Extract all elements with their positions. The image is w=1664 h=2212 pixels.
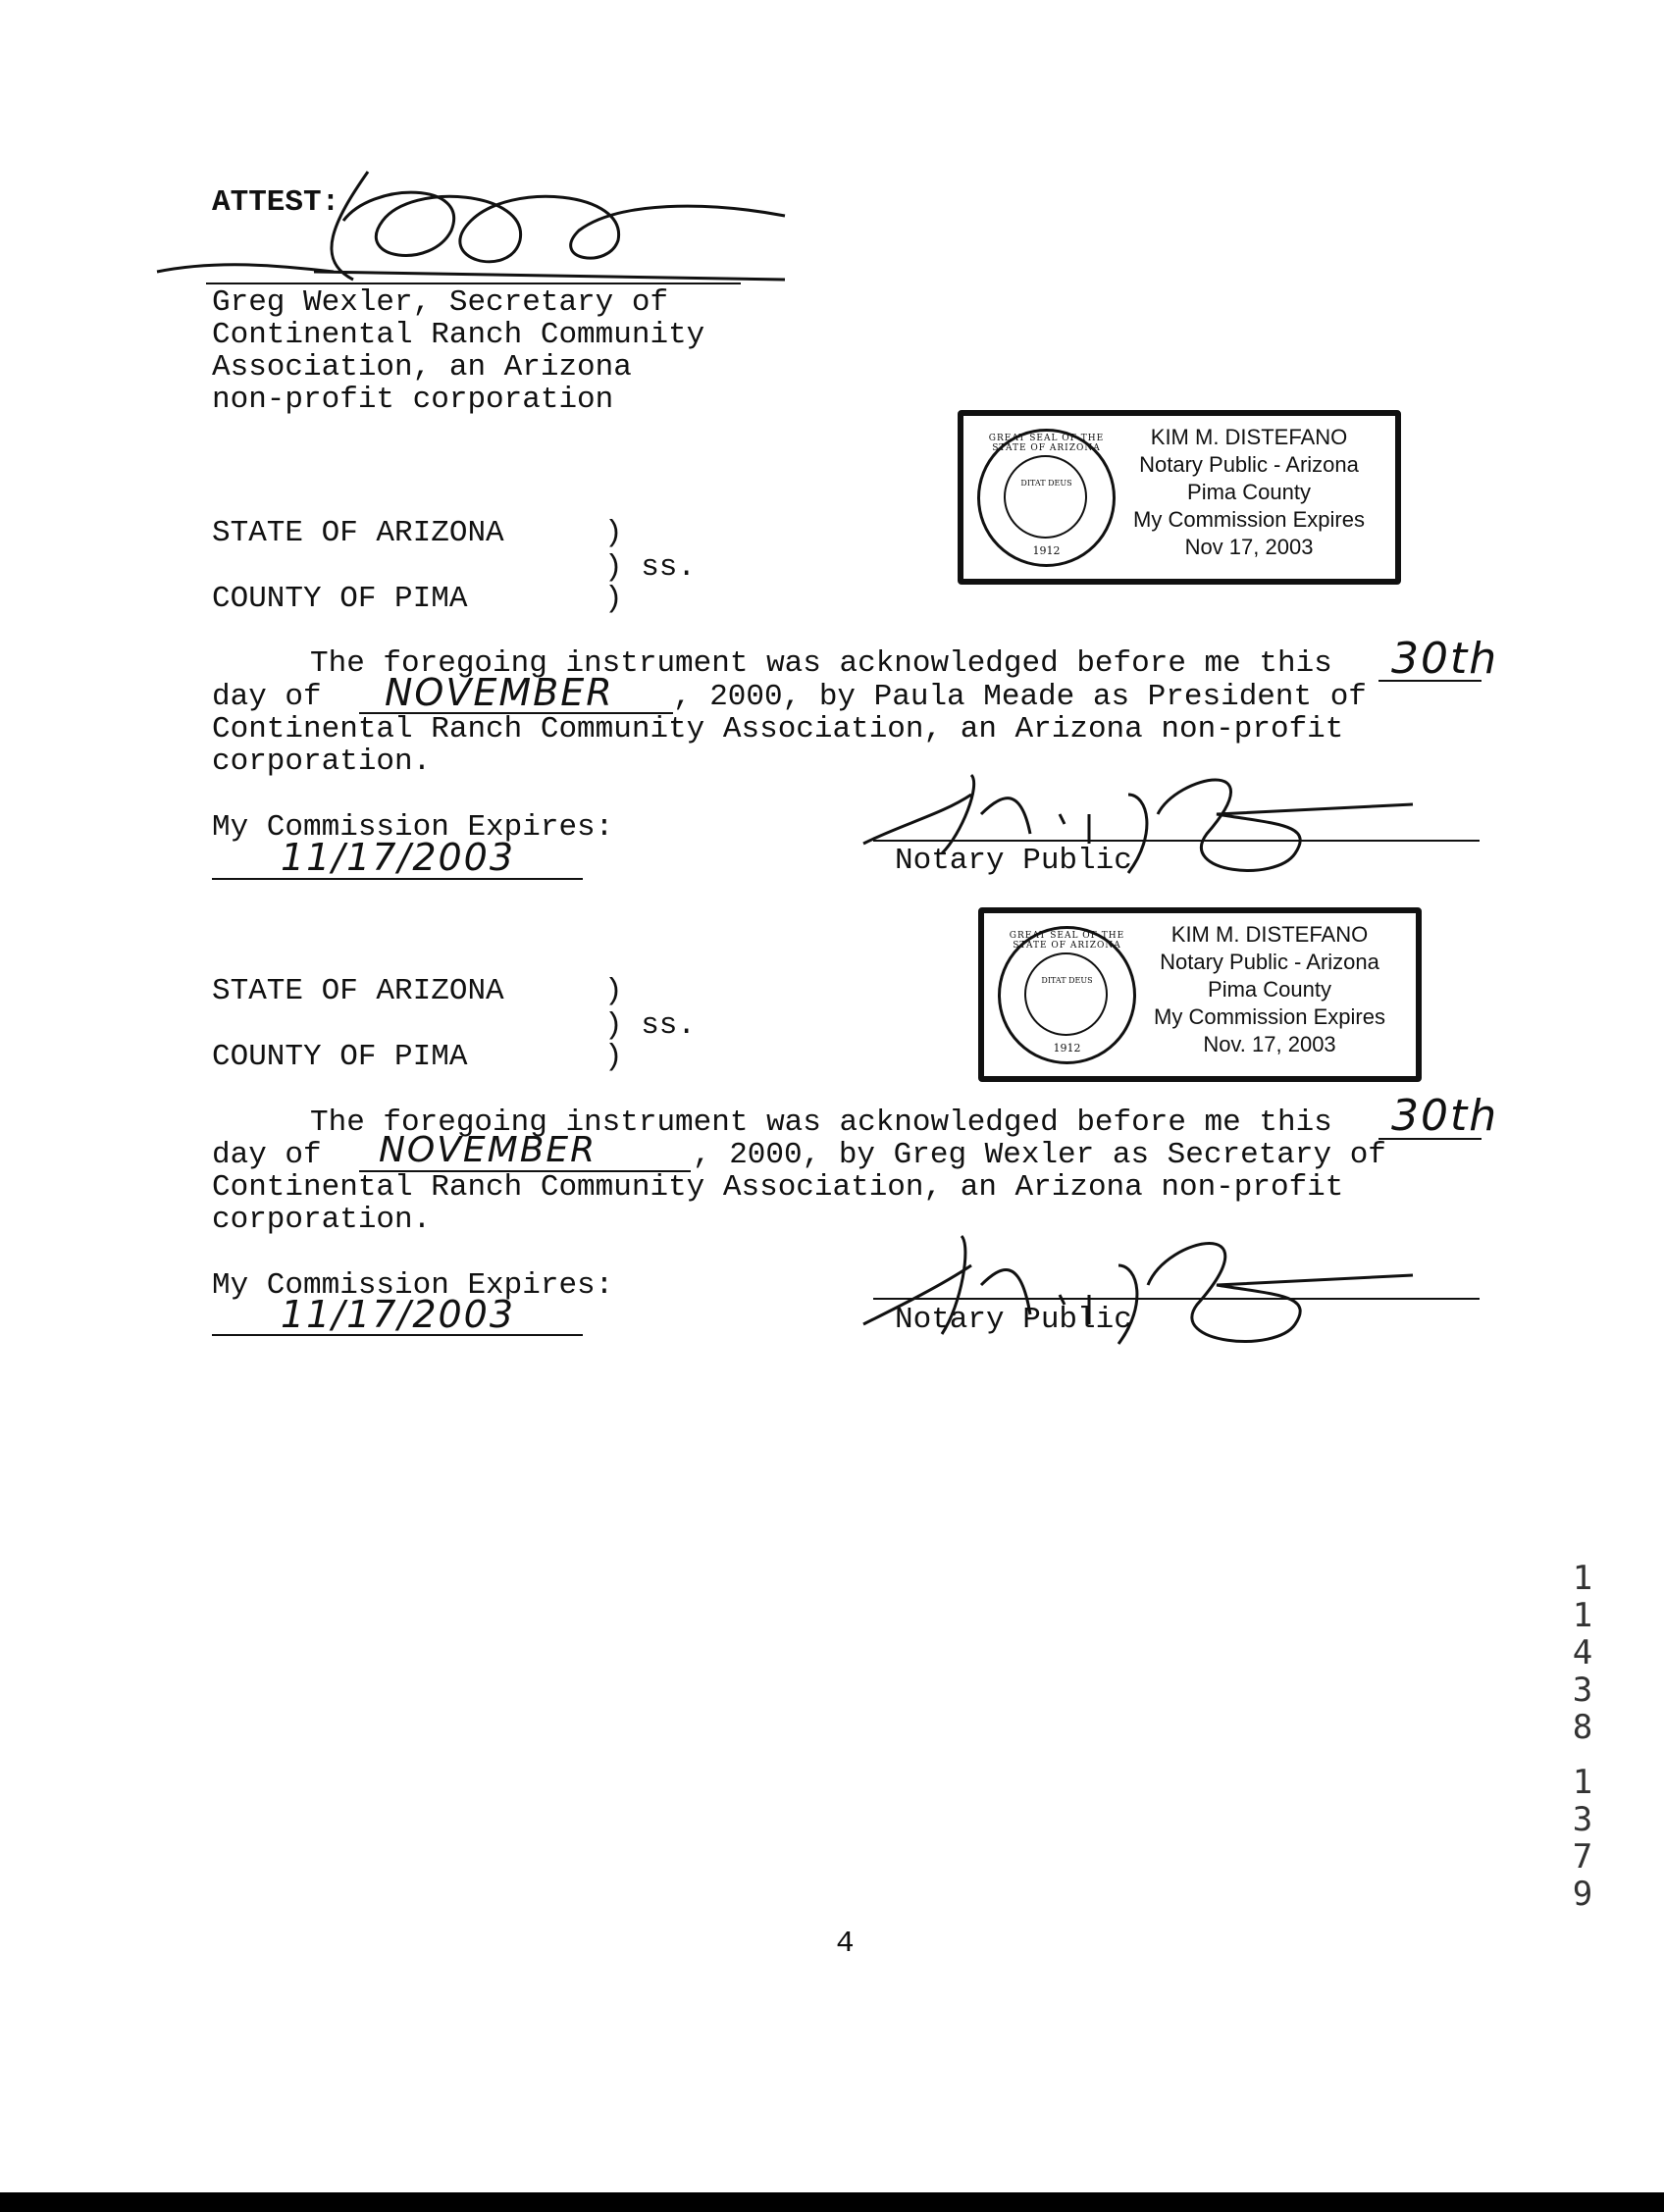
ack1-line-2a: day of: [212, 680, 322, 714]
side-digit: 8: [1572, 1708, 1593, 1747]
ack1-line-4: corporation.: [212, 745, 432, 779]
attest-signature-line: [206, 283, 741, 284]
great-seal-icon-2: [998, 926, 1136, 1064]
ack2-day-handwritten: 30th: [1391, 1091, 1499, 1141]
notary-seal-2: [978, 907, 1422, 1082]
venue-paren-2b: ): [604, 1040, 623, 1074]
attest-line-4: non-profit corporation: [212, 383, 614, 417]
side-digit: 4: [1572, 1633, 1593, 1672]
ack2-line-1: The foregoing instrument was acknowledged before me this: [310, 1106, 1332, 1140]
seal-expiry: Nov 17, 2003: [1184, 535, 1314, 559]
ack1-commission-handwritten: 11/17/2003: [281, 836, 516, 879]
side-digit: 3: [1572, 1671, 1593, 1710]
ack2-notary-label: Notary Public: [895, 1303, 1132, 1337]
ack1-commission-label: My Commission Expires:: [212, 810, 614, 845]
ack1-notary-label: Notary Public: [895, 844, 1132, 878]
attest-name-block: [212, 286, 704, 416]
seal-ring-text-2: GREAT SEAL OF THE STATE OF ARIZONA: [1009, 931, 1125, 951]
seal-text-2: [1131, 921, 1408, 1058]
seal-notary-name-2: KIM M. DISTEFANO: [1170, 922, 1369, 947]
seal-notary-title-2: Notary Public - Arizona: [1160, 950, 1379, 974]
seal-motto: DITAT DEUS: [1020, 479, 1072, 488]
attest-label: ATTEST:: [212, 185, 340, 220]
ack1-month-handwritten: NOVEMBER: [385, 671, 614, 714]
page-number: 4: [836, 1927, 855, 1961]
seal-county-2: Pima County: [1208, 977, 1331, 1002]
notary-line-1: [873, 840, 1480, 842]
seal-commission-2: My Commission Expires: [1154, 1004, 1385, 1029]
ack2-day-line: [1378, 1138, 1482, 1140]
attest-line-2: Continental Ranch Community: [212, 318, 705, 352]
notary-seal-1: [958, 410, 1401, 585]
venue-ss-1: ) ss.: [604, 550, 697, 585]
attest-signature: [157, 162, 785, 294]
seal-year: 1912: [1032, 544, 1061, 557]
venue-state-1: STATE OF ARIZONA: [212, 516, 504, 550]
great-seal-icon: [977, 429, 1116, 567]
seal-expiry-2: Nov. 17, 2003: [1203, 1032, 1336, 1056]
seal-shield-icon-2: [1024, 952, 1108, 1036]
ack2-commission-line: [212, 1334, 583, 1336]
ack1-line-3: Continental Ranch Community Association, an Arizona non-profit: [212, 712, 1344, 746]
seal-motto-2: DITAT DEUS: [1041, 976, 1093, 985]
ack1-line-1: The foregoing instrument was acknowledged before me this: [310, 646, 1332, 681]
ack1-day-line: [1378, 680, 1482, 682]
venue-paren-1a: ): [604, 516, 623, 550]
venue-county-2: COUNTY OF PIMA: [212, 1040, 468, 1074]
attest-line-1: Greg Wexler, Secretary of: [212, 285, 669, 320]
ack1-commission-line: [212, 878, 583, 880]
ack1-line-2b: , 2000, by Paula Meade as President of: [673, 680, 1367, 714]
side-digit: 7: [1572, 1837, 1593, 1877]
side-digit: 1: [1572, 1559, 1593, 1598]
seal-ring-text: GREAT SEAL OF THE STATE OF ARIZONA: [988, 434, 1105, 453]
attest-line-3: Association, an Arizona: [212, 350, 632, 385]
ack2-line-3: Continental Ranch Community Association, an Arizona non-profit: [212, 1170, 1344, 1205]
side-digit: 1: [1572, 1763, 1593, 1802]
seal-notary-name: KIM M. DISTEFANO: [1150, 425, 1348, 449]
ack2-commission-handwritten: 11/17/2003: [281, 1293, 516, 1336]
seal-notary-title: Notary Public - Arizona: [1139, 452, 1359, 477]
seal-shield-icon: [1004, 455, 1087, 539]
seal-text-1: [1111, 424, 1387, 561]
scan-border: [0, 2192, 1664, 2212]
venue-paren-2a: ): [604, 974, 623, 1008]
venue-ss-2: ) ss.: [604, 1008, 697, 1043]
ack1-day-handwritten: 30th: [1391, 634, 1499, 684]
venue-county-1: COUNTY OF PIMA: [212, 582, 468, 616]
seal-commission: My Commission Expires: [1133, 507, 1365, 532]
side-stamp-number: [1566, 1560, 1599, 1913]
side-digit: 9: [1572, 1875, 1593, 1914]
venue-paren-1b: ): [604, 582, 623, 616]
venue-state-2: STATE OF ARIZONA: [212, 974, 504, 1008]
side-digit: 3: [1572, 1800, 1593, 1839]
seal-county: Pima County: [1187, 480, 1311, 504]
ack2-line-4: corporation.: [212, 1203, 432, 1237]
seal-year-2: 1912: [1053, 1042, 1081, 1055]
ack2-month-handwritten: NOVEMBER: [379, 1130, 598, 1170]
ack2-commission-label: My Commission Expires:: [212, 1268, 614, 1303]
ack2-line-2a: day of: [212, 1138, 322, 1172]
ack2-line-2b: , 2000, by Greg Wexler as Secretary of: [693, 1138, 1386, 1172]
side-digit: 1: [1572, 1596, 1593, 1635]
notary-line-2: [873, 1298, 1480, 1300]
